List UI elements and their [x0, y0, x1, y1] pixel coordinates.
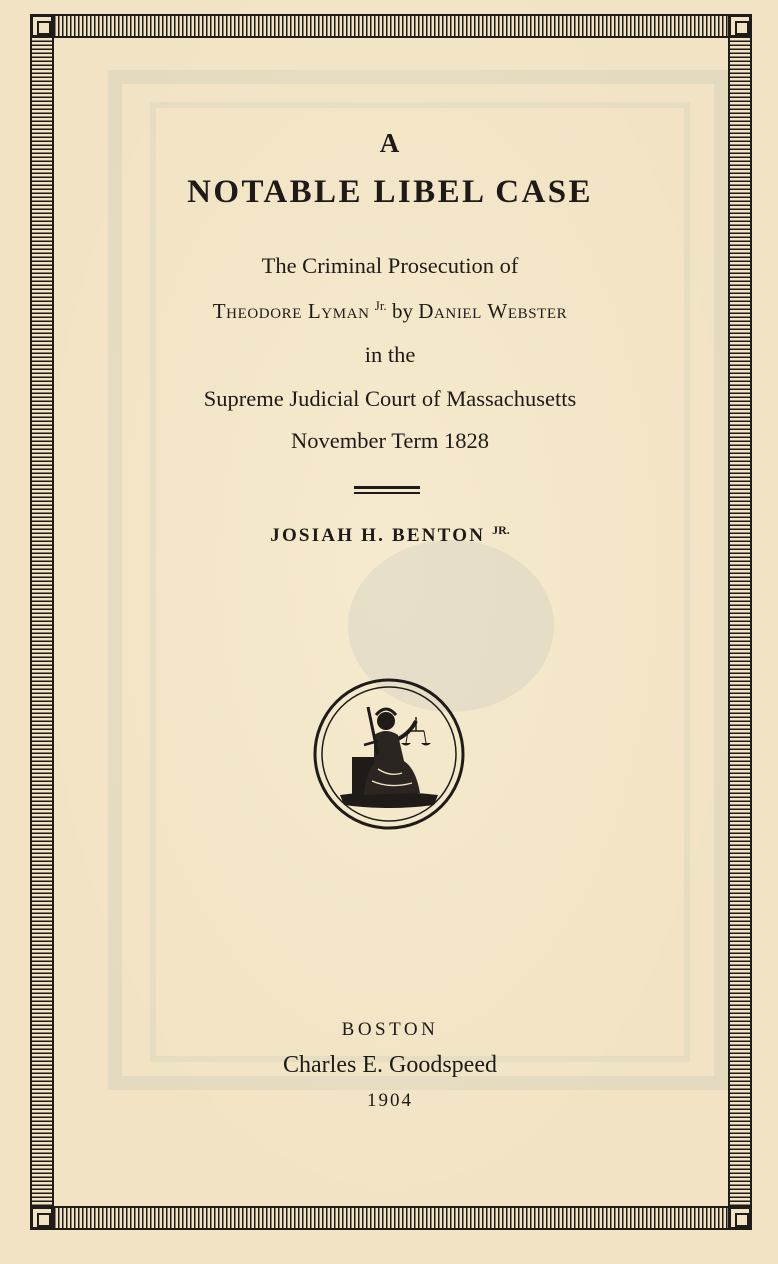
subtitle-line-3: in the — [364, 342, 416, 367]
subtitle-line-5: November Term 1828 — [291, 428, 489, 453]
border-left — [30, 14, 54, 1230]
author-name-text: JOSIAH H. BENTON — [270, 525, 493, 546]
imprint-year: 1904 — [367, 1090, 413, 1111]
author-suffix: JR. — [492, 523, 510, 537]
subtitle-line-2 — [60, 298, 720, 324]
page-title: NOTABLE LIBEL CASE — [187, 174, 593, 210]
double-rule-divider — [354, 486, 420, 494]
subtitle-line-1: The Criminal Prosecution of — [261, 253, 519, 278]
title-article: A — [379, 128, 401, 158]
imprint-publisher: Charles E. Goodspeed — [283, 1052, 497, 1078]
border-corner-icon — [31, 1207, 53, 1229]
defendant-suffix: Jr. — [374, 298, 387, 313]
border-bottom — [30, 1206, 752, 1230]
border-corner-icon — [729, 15, 751, 37]
prosecutor-name: Daniel Webster — [418, 299, 568, 323]
subtitle-by: by — [386, 299, 419, 323]
justice-seal-icon — [312, 677, 466, 831]
author-name — [60, 523, 720, 547]
defendant-name: Theodore Lyman — [212, 299, 370, 323]
imprint-place: BOSTON — [341, 1019, 439, 1040]
border-top — [30, 14, 752, 38]
subtitle-line-4: Supreme Judicial Court of Massachusetts — [203, 386, 577, 411]
border-corner-icon — [31, 15, 53, 37]
border-right — [728, 14, 752, 1230]
border-corner-icon — [729, 1207, 751, 1229]
